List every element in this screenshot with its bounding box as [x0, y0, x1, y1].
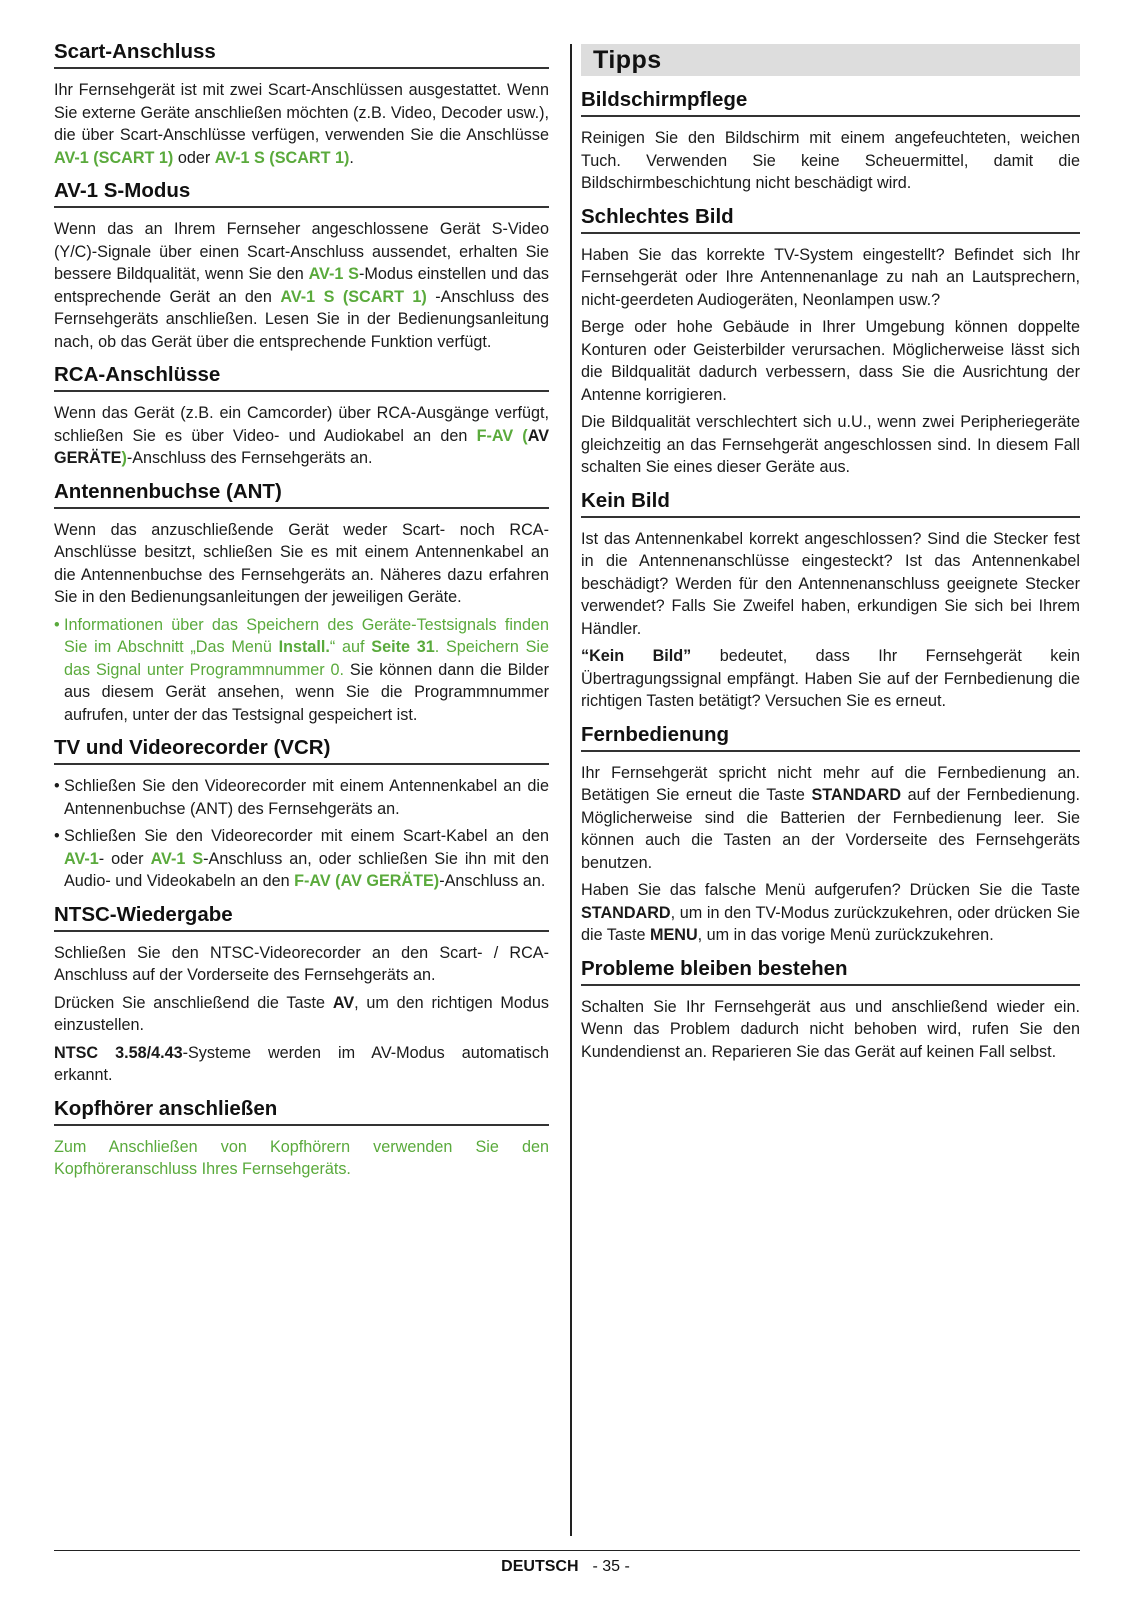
scart-paragraph: Ihr Fernsehgerät ist mit zwei Scart-Anschlüssen ausgestattet. Wenn Sie externe Geräte anschließen möchten (z.B. Video, Decoder usw.), die über Scart-Anschlüsse verfügen, verwenden Sie die Anschlüsse AV-1 (SCART 1) oder AV-1 S (SCART 1). — [54, 81, 549, 167]
section-vcr — [54, 736, 549, 893]
tipps-title: Tipps — [581, 44, 1080, 76]
section-kopfhoerer — [54, 1097, 549, 1181]
av1s-paragraph: Wenn das an Ihrem Fernseher angeschlossene Gerät S-Video (Y/C)-Signale über einen Scart-Anschluss aussendet, erhalten Sie bessere Bildqualität, wenn Sie den AV-1 S-Modus einstellen und das entsprechende Gerät an den AV-1 S (SCART 1) -Anschluss des Fernsehgeräts anschließen. Lesen Sie in der Bedienungsanleitung nach, ob das Gerät über die entsprechende Funktion verfügt. — [54, 220, 549, 351]
schlechtes-bild-paragraph-3: Die Bildqualität verschlechtert sich u.U., wenn zwei Peripheriegeräte gleichzeitig an das Fernsehgerät angeschlossen sind. In diesem Fall schalten Sie eines dieser Geräte aus. — [581, 413, 1080, 476]
probleme-paragraph: Schalten Sie Ihr Fernsehgerät aus und anschließend wieder ein. Wenn das Problem dadurch nicht behoben wird, rufen Sie den Kundendienst an. Reparieren Sie das Gerät auf keinen Fall selbst. — [581, 997, 1080, 1061]
ntsc-paragraph-3: NTSC 3.58/4.43-Systeme werden im AV-Modus automatisch erkannt. — [54, 1043, 549, 1084]
heading-bildschirmpflege: Bildschirmpflege — [581, 88, 1080, 117]
fernbedienung-paragraph-2: Haben Sie das falsche Menü aufgerufen? Drücken Sie die Taste STANDARD, um in den TV-Modus zurückzukehren, oder drücken Sie die Taste MENU, um in das vorige Menü zurückzukehren. — [581, 881, 1080, 944]
section-rca — [54, 363, 549, 470]
section-probleme — [581, 957, 1080, 1064]
heading-vcr: TV und Videorecorder (VCR) — [54, 736, 549, 765]
section-av1s — [54, 179, 549, 353]
column-divider — [570, 44, 572, 1536]
vcr-bullet-1: • Schließen Sie den Videorecorder mit einem Antennenkabel an die Antennenbuchse (ANT) des Fernsehgeräts an. — [54, 775, 549, 820]
fernbedienung-paragraph-1: Ihr Fernsehgerät spricht nicht mehr auf die Fernbedienung an. Betätigen Sie erneut die Taste STANDARD auf der Fernbedienung. Möglicherweise sind die Batterien der Fernbedienung leer. Sie können auch die Tasten an der Vorderseite des Fernsehgeräts benutzen. — [581, 763, 1080, 872]
section-bildschirmpflege — [581, 88, 1080, 195]
heading-fernbedienung: Fernbedienung — [581, 723, 1080, 752]
ant-bullets — [54, 614, 549, 727]
section-ant — [54, 480, 549, 727]
heading-kopfhoerer: Kopfhörer anschließen — [54, 1097, 549, 1126]
ntsc-paragraph-2: Drücken Sie anschließend die Taste AV, um den richtigen Modus einzustellen. — [54, 993, 549, 1034]
ant-bullet: • Informationen über das Speichern des Geräte-Testsignals finden Sie im Abschnitt „Das Menü Install.“ auf Seite 31. Speichern Sie das Signal unter Programmnummer 0. Sie können dann die Bilder aus diesem Gerät ansehen, wenn Sie die Programmnummer aufrufen, unter der das Testsignal gespeichert ist. — [54, 614, 549, 727]
footer-rule — [54, 1550, 1080, 1551]
vcr-bullets — [54, 775, 549, 893]
schlechtes-bild-paragraph-2: Berge oder hohe Gebäude in Ihrer Umgebung können doppelte Konturen oder Geisterbilder verursachen. Möglicherweise lässt sich die Bildqualität dadurch verbessern, dass Sie die Ausrichtung der Antenne korrigieren. — [581, 318, 1080, 404]
vcr-bullet-2: • Schließen Sie den Videorecorder mit einem Scart-Kabel an den AV-1- oder AV-1 S-Anschluss an, oder schließen Sie ihn mit den Audio- und Videokabeln an den F-AV (AV GERÄTE)-Anschluss an. — [54, 825, 549, 893]
right-column — [581, 40, 1080, 1073]
section-kein-bild — [581, 489, 1080, 713]
page-number: - 35 - — [592, 1558, 630, 1575]
page-footer — [0, 1558, 1131, 1576]
ntsc-paragraph-1: Schließen Sie den NTSC-Videorecorder an den Scart- / RCA-Anschluss auf der Vorderseite des Fernsehgeräts an. — [54, 943, 549, 984]
footer-language: DEUTSCH — [501, 1558, 579, 1575]
heading-scart: Scart-Anschluss — [54, 40, 549, 69]
bildschirmpflege-paragraph: Reinigen Sie den Bildschirm mit einem angefeuchteten, weichen Tuch. Verwenden Sie keine Scheuermittel, damit die Bildschirmbeschichtung nicht beschädigt wird. — [581, 129, 1080, 192]
rca-paragraph: Wenn das Gerät (z.B. ein Camcorder) über RCA-Ausgänge verfügt, schließen Sie es über Video- und Audiokabel an den F-AV (AV GERÄTE)-Anschluss des Fernsehgeräts an. — [54, 404, 549, 467]
kein-bild-paragraph-2: “Kein Bild” bedeutet, dass Ihr Fernsehgerät kein Übertragungssignal empfängt. Haben Sie auf der Fernbedienung die richtigen Tasten betätigt? Versuchen Sie es erneut. — [581, 647, 1080, 710]
ant-paragraph: Wenn das anzuschließende Gerät weder Scart- noch RCA-Anschlüsse besitzt, schließen Sie es mit einem Antennenkabel an die Antennenbuchse des Fernsehgeräts an. Näheres dazu erfahren Sie in den Bedienungsanleitungen der jeweiligen Geräte. — [54, 520, 549, 606]
heading-kein-bild: Kein Bild — [581, 489, 1080, 518]
heading-ant: Antennenbuchse (ANT) — [54, 480, 549, 509]
kein-bild-paragraph-1: Ist das Antennenkabel korrekt angeschlossen? Sind die Stecker fest in die Antennenanschlüsse eingesteckt? Ist das Antennenkabel beschädigt? Werden für den Antennenanschluss geeignete Stecker verwendet? Falls Sie Zweifel haben, erkundigen Sie sich bei Ihrem Händler. — [581, 529, 1080, 638]
heading-ntsc: NTSC-Wiedergabe — [54, 903, 549, 932]
section-scart — [54, 40, 549, 169]
section-fernbedienung — [581, 723, 1080, 947]
section-ntsc — [54, 903, 549, 1087]
left-column — [54, 40, 549, 1191]
heading-rca: RCA-Anschlüsse — [54, 363, 549, 392]
heading-probleme: Probleme bleiben bestehen — [581, 957, 1080, 986]
schlechtes-bild-paragraph-1: Haben Sie das korrekte TV-System eingestellt? Befindet sich Ihr Fernsehgerät oder Ihre Antennenanlage zu nah an Lautsprechern, nicht-geerdeten Audiogeräten, Neonlampen usw.? — [581, 245, 1080, 309]
heading-schlechtes-bild: Schlechtes Bild — [581, 205, 1080, 234]
heading-av1s: AV-1 S-Modus — [54, 179, 549, 208]
kopfhoerer-paragraph: Zum Anschließen von Kopfhörern verwenden Sie den Kopfhöreranschluss Ihres Fernsehgeräts. — [54, 1137, 549, 1178]
section-schlechtes-bild — [581, 205, 1080, 479]
